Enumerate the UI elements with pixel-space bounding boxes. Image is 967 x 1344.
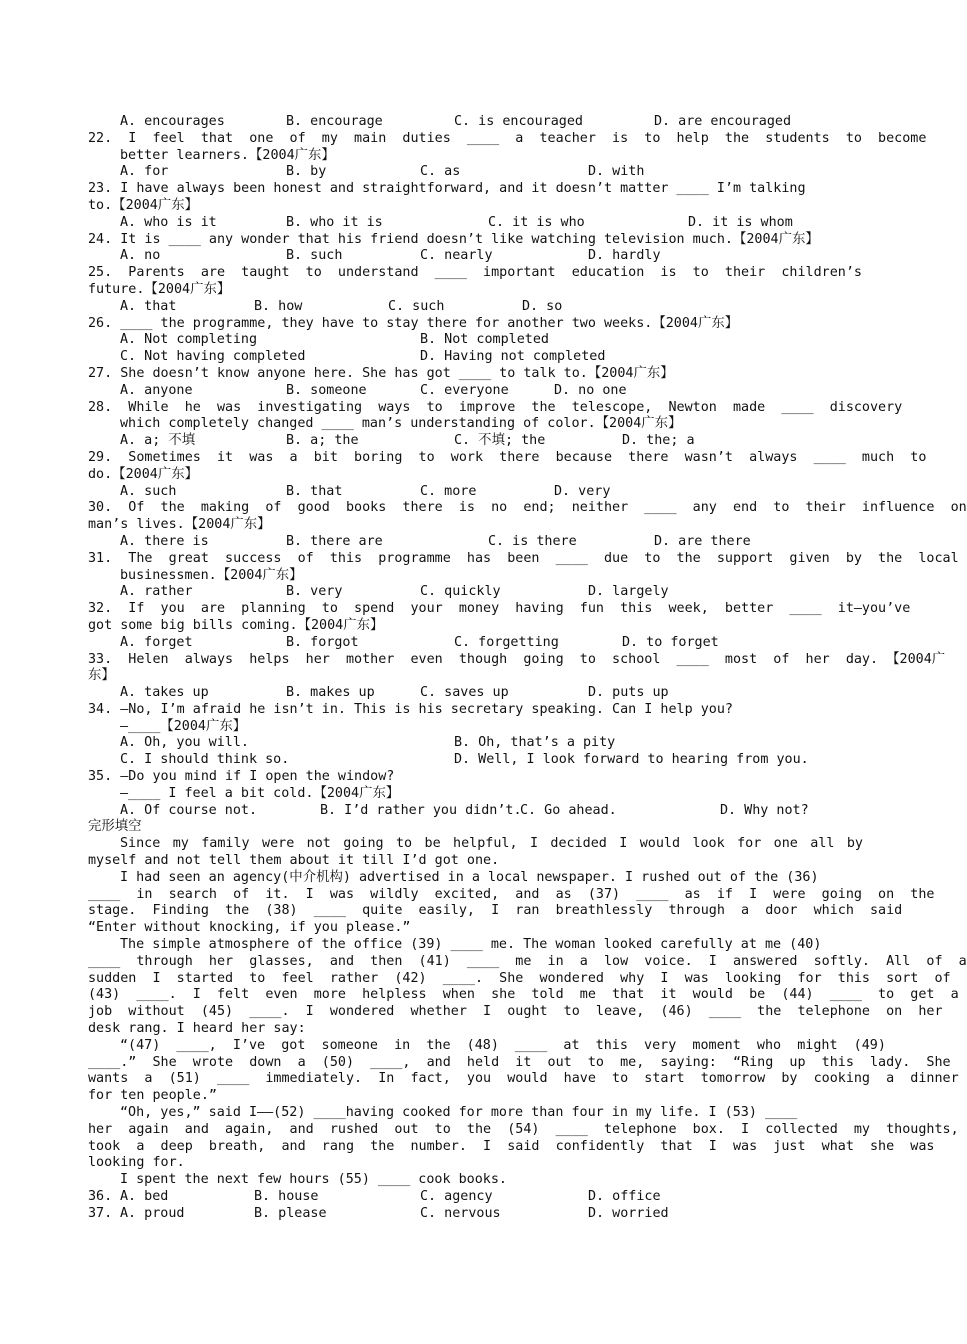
question-31-text-cont: businessmen.【2004广东】 bbox=[120, 567, 303, 583]
option-a: A. such bbox=[120, 483, 177, 499]
option-c: C. agency bbox=[420, 1189, 493, 1204]
option-a: A. there is bbox=[120, 533, 209, 549]
option-c: C. everyone bbox=[420, 382, 509, 398]
question-22-text: 22. I feel that one of my main duties ____ a teacher is to help the students to become bbox=[88, 130, 927, 146]
question-34-text-cont: —____【2004广东】 bbox=[120, 718, 247, 734]
option-b: B. Oh, that’s a pity bbox=[454, 735, 616, 751]
option-b: B. house bbox=[254, 1189, 319, 1204]
option-c: C. 不填; the bbox=[454, 433, 546, 449]
option-c: C. such bbox=[388, 298, 445, 314]
cloze-p4-line3: wants a (51) ____ immediately. In fact, you would have to start tomorrow by cooking a dinner bbox=[88, 1071, 959, 1087]
option-c: C. forgetting bbox=[454, 634, 559, 650]
option-a: A. anyone bbox=[120, 382, 193, 398]
option-d: D. office bbox=[588, 1189, 661, 1204]
option-a: A. no bbox=[120, 248, 161, 264]
option-d: D. no one bbox=[554, 382, 627, 398]
question-number: 37. bbox=[88, 1205, 113, 1221]
question-35-text: 35. —Do you mind if I open the window? bbox=[88, 769, 395, 785]
question-22-text-cont: better learners.【2004广东】 bbox=[120, 147, 335, 163]
option-d: D. puts up bbox=[588, 685, 669, 701]
question-25-text-cont: future.【2004广东】 bbox=[88, 281, 231, 297]
option-a: A. takes up bbox=[120, 685, 209, 701]
option-c: C. nervous bbox=[420, 1205, 501, 1221]
option-c: C. quickly bbox=[420, 584, 501, 600]
question-29-text-cont: do.【2004广东】 bbox=[88, 466, 198, 482]
question-24-text: 24. It is ____ any wonder that his friend doesn’t like watching television much.【2004广东】 bbox=[88, 231, 819, 247]
option-b: B. by bbox=[286, 164, 327, 180]
cloze-heading: 完形填空 bbox=[88, 819, 142, 835]
option-d: D. largely bbox=[588, 584, 669, 600]
cloze-p5-line2: her again and again, and rushed out to the (54) ____ telephone box. I collected my thoughts, bbox=[88, 1121, 959, 1137]
option-c: C. Go ahead. bbox=[520, 802, 617, 818]
question-33-text-cont: 东】 bbox=[88, 668, 115, 684]
q22-options bbox=[88, 164, 863, 181]
q34-options-row1 bbox=[88, 735, 863, 752]
option-c: C. Not having completed bbox=[120, 349, 306, 365]
option-b: B. such bbox=[286, 248, 343, 264]
q25-options bbox=[88, 299, 863, 316]
option-a: A. Not completing bbox=[120, 332, 258, 348]
question-number: 36. bbox=[88, 1189, 113, 1204]
option-c: C. as bbox=[420, 164, 461, 180]
q29-options bbox=[88, 484, 863, 501]
option-b: B. makes up bbox=[286, 685, 375, 701]
cloze-p5-line3: took a deep breath, and rang the number. I said confidently that I was just what she was bbox=[88, 1138, 935, 1154]
q34-options-row2 bbox=[88, 752, 863, 769]
option-c: C. is there bbox=[488, 533, 577, 549]
option-a: A. bed bbox=[120, 1189, 169, 1204]
option-b: B. very bbox=[286, 584, 343, 600]
cloze-p3-line1: The simple atmosphere of the office (39) ____ me. The woman looked carefully at me (40) bbox=[120, 937, 822, 953]
option-a: A. a; 不填 bbox=[120, 433, 196, 449]
option-a: A. that bbox=[120, 298, 177, 314]
question-26-text: 26. ____ the programme, they have to stay there for another two weeks.【2004广东】 bbox=[88, 315, 739, 331]
option-d: D. are there bbox=[654, 533, 751, 549]
question-32-text-cont: got some big bills coming.【2004广东】 bbox=[88, 617, 384, 633]
option-b: B. there are bbox=[286, 533, 383, 549]
cloze-p5-line1: “Oh, yes,” said I——(52) ____having cooked for more than four in my life. I (53) ____ bbox=[120, 1105, 798, 1121]
option-a: A. who is it bbox=[120, 214, 217, 230]
q28-options bbox=[88, 433, 863, 450]
option-c: C. more bbox=[420, 483, 477, 499]
question-28-text: 28. While he was investigating ways to improve the telescope, Newton made ____ discovery bbox=[88, 399, 903, 415]
cloze-p6-line1: I spent the next few hours (55) ____ cook books. bbox=[120, 1172, 507, 1188]
option-a: A. proud bbox=[120, 1205, 185, 1221]
option-d: D. with bbox=[588, 164, 645, 180]
option-d: D. to forget bbox=[622, 634, 719, 650]
q23-options bbox=[88, 215, 863, 232]
option-c: C. I should think so. bbox=[120, 752, 290, 768]
question-23-text-cont: to.【2004广东】 bbox=[88, 197, 198, 213]
option-d: D. worried bbox=[588, 1205, 669, 1221]
option-b: B. someone bbox=[286, 382, 367, 398]
q24-options bbox=[88, 248, 863, 265]
option-c: C. is encouraged bbox=[454, 114, 583, 129]
option-a: A. encourages bbox=[120, 114, 225, 129]
option-b: B. who it is bbox=[286, 214, 383, 230]
cloze-p4-line1: “(47) ____, I’ve got someone in the (48) ____ at this very moment who might (49) bbox=[120, 1037, 886, 1053]
q21-options bbox=[88, 114, 863, 131]
q26-options-row2 bbox=[88, 349, 863, 366]
q30-options bbox=[88, 534, 863, 551]
q33-options bbox=[88, 685, 863, 702]
question-34-text: 34. —No, I’m afraid he isn’t in. This is his secretary speaking. Can I help you? bbox=[88, 701, 733, 717]
option-b: B. I’d rather you didn’t. bbox=[320, 802, 522, 818]
option-b: B. that bbox=[286, 483, 343, 499]
question-29-text: 29. Sometimes it was a bit boring to work there because there wasn’t always ____ much to bbox=[88, 449, 927, 465]
question-27-text: 27. She doesn’t know anyone here. She has got ____ to talk to.【2004广东】 bbox=[88, 365, 674, 381]
option-d: D. the; a bbox=[622, 433, 695, 449]
question-35-text-cont: —____ I feel a bit cold.【2004广东】 bbox=[120, 785, 400, 801]
question-25-text: 25. Parents are taught to understand ____ important education is to their children’s bbox=[88, 265, 862, 281]
q35-options bbox=[88, 803, 863, 820]
option-a: A. rather bbox=[120, 584, 193, 600]
option-b: B. a; the bbox=[286, 433, 359, 449]
cloze-p2-line3: stage. Finding the (38) ____ quite easily, I ran breathlessly through a door which said bbox=[88, 903, 903, 919]
question-31-text: 31. The great success of this programme has been ____ due to the support given by the local bbox=[88, 550, 959, 566]
option-a: A. for bbox=[120, 164, 169, 180]
question-28-text-cont: which completely changed ____ man’s understanding of color.【2004广东】 bbox=[120, 416, 682, 432]
option-b: B. please bbox=[254, 1205, 327, 1221]
document-page bbox=[88, 114, 967, 1223]
q31-options bbox=[88, 584, 863, 601]
cloze-p1-line1: Since my family were not going to be helpful, I decided I would look for one all by bbox=[120, 836, 863, 852]
option-c: C. nearly bbox=[420, 248, 493, 264]
question-30-text: 30. Of the making of good books there is no end; neither ____ any end to their influence on bbox=[88, 500, 967, 516]
cloze-p2-line4: “Enter without knocking, if you please.” bbox=[88, 920, 411, 936]
question-23-text: 23. I have always been honest and straightforward, and it doesn’t matter ____ I’m talking bbox=[88, 181, 806, 197]
option-b: B. forgot bbox=[286, 634, 359, 650]
cloze-p3-line3: sudden I started to feel rather (42) ____. She wondered why I was looking for this sort of bbox=[88, 970, 951, 986]
q32-options bbox=[88, 635, 863, 652]
option-a: A. forget bbox=[120, 634, 193, 650]
option-d: D. so bbox=[522, 298, 563, 314]
option-b: B. how bbox=[254, 298, 303, 314]
option-a: A. Of course not. bbox=[120, 802, 258, 818]
cloze-p2-line1: I had seen an agency(中介机构) advertised in a local newspaper. I rushed out of the (36) bbox=[120, 869, 819, 885]
cloze-p1-line2: myself and not tell them about it till I’d got one. bbox=[88, 853, 500, 869]
option-c: C. saves up bbox=[420, 685, 509, 701]
question-32-text: 32. If you are planning to spend your money having fun this week, better ____ it—you’ve bbox=[88, 601, 911, 617]
cloze-p5-line4: looking for. bbox=[88, 1155, 185, 1171]
cloze-p4-line2: ____.” She wrote down a (50) ____, and held it out to me, saying: “Ring up this lady. She bbox=[88, 1054, 951, 1070]
option-b: B. encourage bbox=[286, 114, 383, 129]
option-d: D. Well, I look forward to hearing from you. bbox=[454, 752, 809, 768]
cloze-p3-line5: job without (45) ____. I wondered whether I ought to leave, (46) ____ the telephone on her bbox=[88, 1004, 943, 1020]
cloze-p2-line2: ____ in search of it. I was wildly excited, and as (37) ____ as if I were going on the bbox=[88, 886, 935, 902]
cloze-p3-line2: ____ through her glasses, and then (41) ____ me in a low voice. I answered softly. All of a bbox=[88, 953, 967, 969]
q36-options bbox=[88, 1189, 863, 1206]
question-30-text-cont: man’s lives.【2004广东】 bbox=[88, 517, 271, 533]
option-a: A. Oh, you will. bbox=[120, 735, 249, 751]
option-c: C. it is who bbox=[488, 214, 585, 230]
option-b: B. Not completed bbox=[420, 332, 549, 348]
option-d: D. very bbox=[554, 483, 611, 499]
q27-options bbox=[88, 383, 863, 400]
cloze-p3-line6: desk rang. I heard her say: bbox=[88, 1021, 306, 1037]
option-d: D. it is whom bbox=[688, 214, 793, 230]
question-33-text: 33. Helen always helps her mother even though going to school ____ most of her day. 【2004广 bbox=[88, 651, 946, 667]
cloze-p3-line4: (43) ____. I felt even more helpless when she told me that it would be (44) ____ to get a bbox=[88, 987, 959, 1003]
option-d: D. Why not? bbox=[720, 802, 809, 818]
option-d: D. Having not completed bbox=[420, 349, 606, 365]
q37-options bbox=[88, 1206, 863, 1223]
option-d: D. hardly bbox=[588, 248, 661, 264]
option-d: D. are encouraged bbox=[654, 114, 792, 129]
q26-options-row1 bbox=[88, 332, 863, 349]
cloze-p4-line4: for ten people.” bbox=[88, 1088, 217, 1104]
